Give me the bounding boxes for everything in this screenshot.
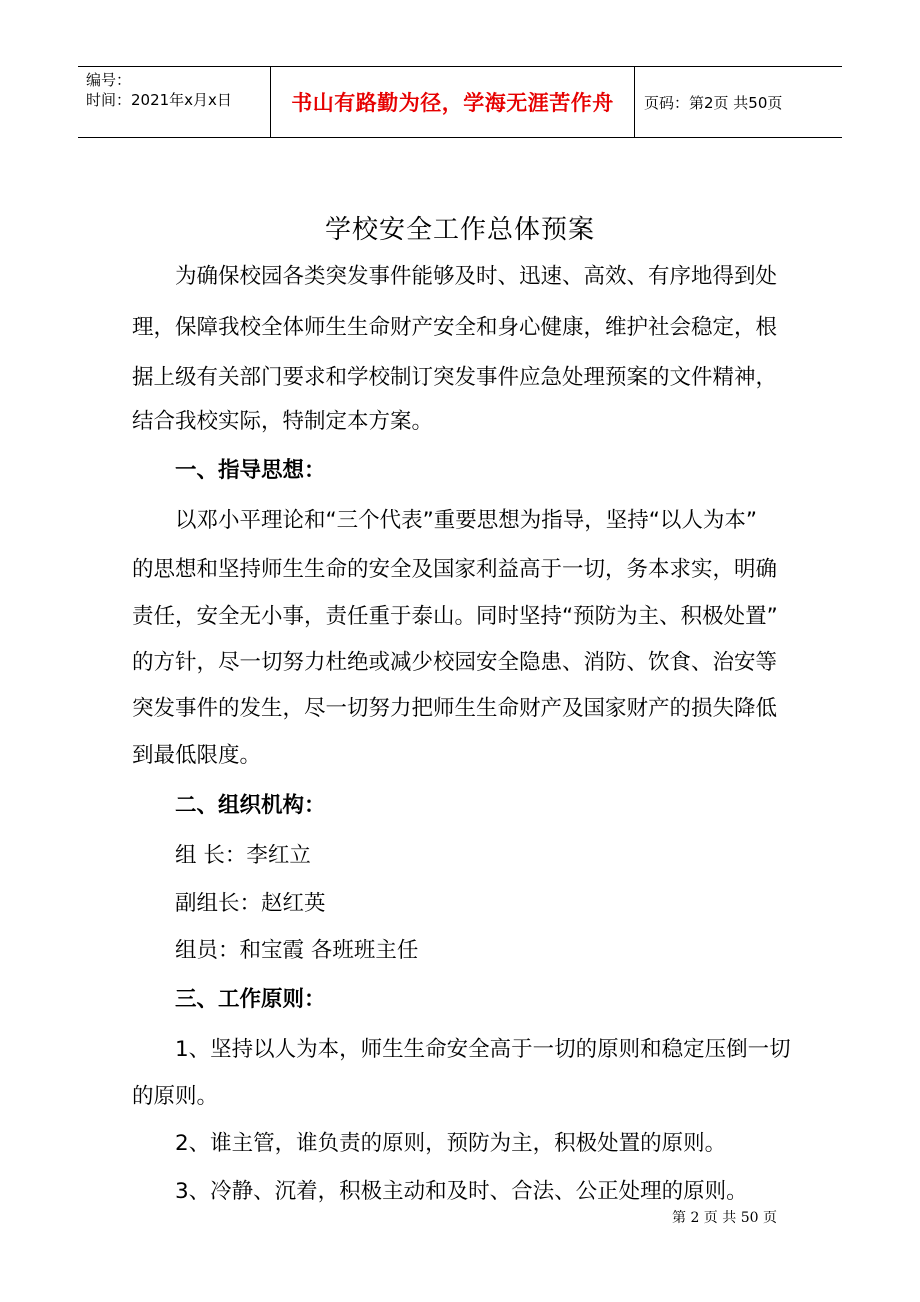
document-number-label: 编号： (86, 71, 132, 89)
member-line: 副组长：赵红英 (175, 891, 326, 916)
document-time: 时间：2021年x月x日 (86, 91, 232, 109)
member-line: 组员：和宝霞 各班班主任 (175, 938, 419, 963)
paragraph-line: 的原则。 (132, 1084, 219, 1109)
paragraph-line: 责任，安全无小事，责任重于泰山。同时坚持“预防为主、积极处置” (132, 604, 778, 629)
paragraph-line: 据上级有关部门要求和学校制订突发事件应急处理预案的文件精神， (132, 365, 778, 390)
paragraph-line: 结合我校实际，特制定本方案。 (132, 409, 434, 434)
paragraph-line: 的思想和坚持师生生命的安全及国家利益高于一切，务本求实，明确 (132, 557, 778, 582)
paragraph-line: 突发事件的发生，尽一切努力把师生生命财产及国家财产的损失降低 (132, 696, 778, 721)
section-heading: 二、组织机构： (175, 793, 326, 818)
paragraph-line: 2、谁主管，谁负责的原则，预防为主，积极处置的原则。 (175, 1131, 727, 1156)
header-motto: 书山有路勤为径，学海无涯苦作舟 (271, 67, 635, 137)
paragraph-line: 1、坚持以人为本，师生生命安全高于一切的原则和稳定压倒一切 (175, 1037, 791, 1062)
header-page-info: 页码：第2页 共50页 (644, 93, 783, 112)
section-heading: 一、指导思想： (175, 458, 326, 483)
section-heading: 三、工作原则： (175, 987, 326, 1012)
paragraph-line: 以邓小平理论和“三个代表”重要思想为指导，坚持“以人为本” (175, 508, 758, 533)
member-line: 组 长：李红立 (175, 843, 311, 868)
page-footer: 第 2 页 共 50 页 (672, 1210, 777, 1226)
paragraph-line: 为确保校园各类突发事件能够及时、迅速、高效、有序地得到处 (175, 264, 778, 289)
paragraph-line: 3、冷静、沉着，积极主动和及时、合法、公正处理的原则。 (175, 1179, 748, 1204)
document-title: 学校安全工作总体预案 (324, 215, 595, 245)
paragraph-line: 理，保障我校全体师生生命财产安全和身心健康，维护社会稳定，根 (132, 315, 778, 340)
paragraph-line: 的方针，尽一切努力杜绝或减少校园安全隐患、消防、饮食、治安等 (132, 650, 778, 675)
page-header (78, 66, 842, 138)
paragraph-line: 到最低限度。 (132, 743, 262, 768)
header-meta (78, 67, 271, 137)
